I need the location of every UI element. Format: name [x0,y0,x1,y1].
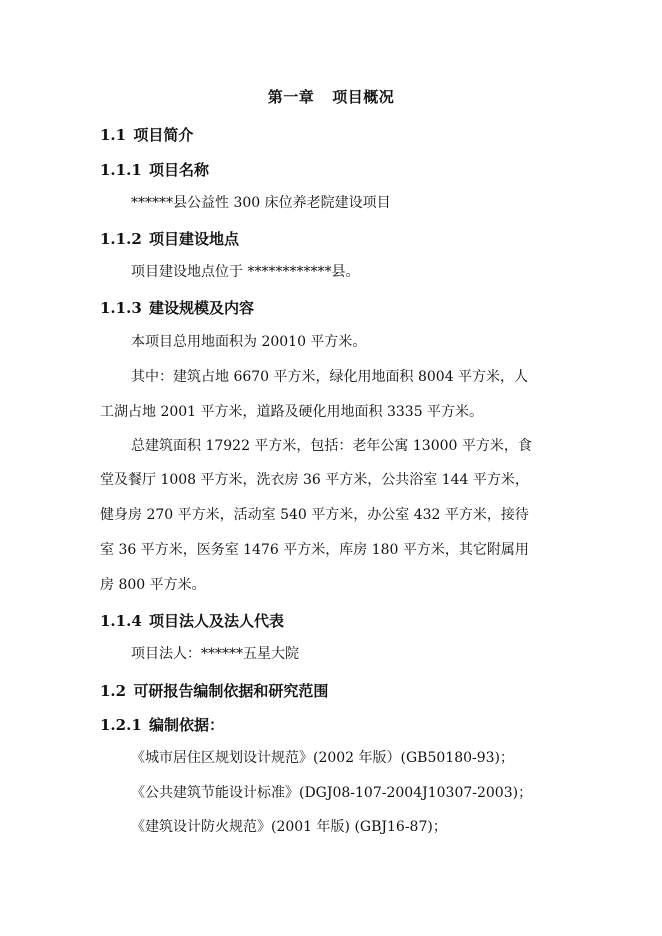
scope-line: 房 800 平方米。 [100,577,206,593]
section-heading-1-1-3 [100,297,254,318]
section-number: 1.1.3 [100,299,142,317]
section-number: 1.1 [100,126,127,144]
scope-line: 其中：建筑占地 6670 平方米，绿化用地面积 8004 平方米，人 [131,369,529,385]
chapter-number: 第一章 [267,88,315,106]
section-heading-1-2 [100,680,328,701]
chapter-subtitle: 项目概况 [332,88,395,106]
scope-line: 室 36 平方米，医务室 1476 平方米，库房 180 平方米，其它附属用 [100,542,529,558]
section-title: 项目名称 [149,161,210,179]
section-title: 项目建设地点 [149,230,240,248]
section-heading-1-1-4 [100,610,284,631]
legal-entity-text: 项目法人：******五星大院 [131,646,299,662]
project-name-text: ******县公益性 300 床位养老院建设项目 [131,195,391,211]
section-title: 编制依据： [149,716,225,734]
reference-item: 《建筑设计防火规范》(2001 年版) (GBJ16-87)； [131,819,447,835]
reference-item: 《公共建筑节能设计标准》(DGJ08-107-2004J10307-2003)； [131,785,533,801]
scope-line: 本项目总用地面积为 20010 平方米。 [131,334,367,350]
scope-line: 堂及餐厅 1008 平方米，洗衣房 36 平方米，公共浴室 144 平方米， [100,472,529,488]
section-number: 1.1.2 [100,230,142,248]
section-heading-1-2-1 [100,714,224,735]
scope-line: 健身房 270 平方米，活动室 540 平方米，办公室 432 平方米，接待 [100,507,529,523]
reference-item: 《城市居住区规划设计规范》(2002 年版）(GB50180-93)； [131,750,515,766]
scope-line: 工湖占地 2001 平方米，道路及硬化用地面积 3335 平方米。 [100,404,484,420]
section-heading-1-1-2 [100,228,239,249]
section-title: 可研报告编制依据和研究范围 [133,682,329,700]
section-title: 项目简介 [133,126,194,144]
section-heading-1-1-1 [100,159,209,180]
section-number: 1.2 [100,682,127,700]
section-number: 1.2.1 [100,716,142,734]
section-title: 建设规模及内容 [149,299,255,317]
chapter-title [0,86,662,107]
scope-line: 总建筑面积 17922 平方米，包括：老年公寓 13000 平方米，食 [131,438,532,454]
section-number: 1.1.4 [100,612,142,630]
section-title: 项目法人及法人代表 [149,612,285,630]
project-location-text: 项目建设地点位于 ************县。 [131,264,360,280]
section-heading-1-1 [100,124,193,145]
section-number: 1.1.1 [100,161,142,179]
